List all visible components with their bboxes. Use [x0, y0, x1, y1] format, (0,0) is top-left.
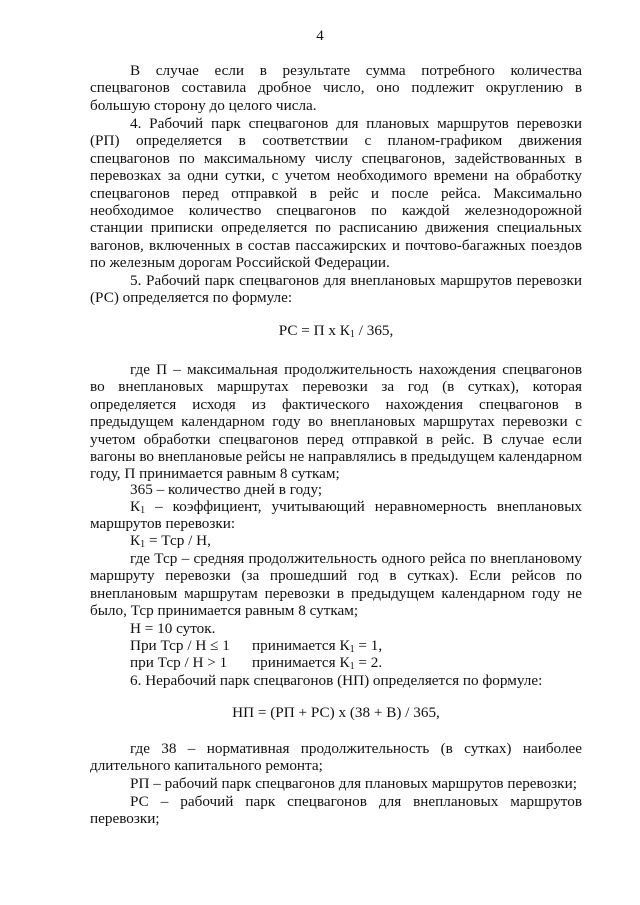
- formula-np: НП = (РП + РС) х (38 + В) / 365,: [232, 704, 440, 721]
- formula-rs-main: РС = П х К: [278, 322, 350, 339]
- formula-rs-subscript: 1: [349, 329, 355, 340]
- k1-symbol: К: [130, 498, 141, 515]
- condition-1-value: = 1,: [354, 637, 383, 654]
- formula-k1-symbol: К: [130, 532, 141, 549]
- page-number: 4: [316, 28, 324, 44]
- paragraph-38-definition: где 38 – нормативная продолжительность (в сутках) наиболее длительного капитального ремонта;: [90, 740, 582, 775]
- paragraph-k1-definition: [90, 498, 582, 533]
- paragraph-rs-definition: РС – рабочий парк спецвагонов для внеплановых маршрутов перевозки;: [90, 793, 582, 828]
- condition-2-result: принимается К: [252, 654, 350, 671]
- condition-row-1: [130, 637, 582, 654]
- condition-1-result: принимается К: [252, 637, 350, 654]
- formula-rs-tail: / 365,: [354, 322, 394, 339]
- paragraph-p-definition: где П – максимальная продолжительность нахождения спецвагонов во внеплановых маршрутах перевозки за год (в сутках), которая определяется исходя из фактического нахождения спецвагонов в предыдущем календарном году во внеплановых маршрутах перевозки с учетом обработки спецвагонов перед отправкой в рейс. В случае если вагоны во внеплановые рейсы не направлялись в предыдущем календарном году, П принимается равным 8 суткам;: [90, 361, 582, 483]
- paragraph-working-park-planned: 4. Рабочий парк спецвагонов для плановых маршрутов перевозки (РП) определяется в соответствии с планом-графиком движения спецвагонов по максимальному числу спецвагонов, задействованных в перевозках за одни сутки, с учетом необходимого времени на обработку спецвагонов перед отправкой в рейс и после рейса. Максимально необходимое количество спецвагонов по каждой железнодорожной станции приписки определяется по расписанию движения специальных вагонов, включенных в состав пассажирских и почтово-багажных поездов по железным дорогам Российской Федерации.: [90, 115, 582, 272]
- formula-k1-subscript: 1: [140, 539, 146, 550]
- paragraph-rp-definition: РП – рабочий парк спецвагонов для плановых маршрутов перевозки;: [130, 775, 577, 792]
- formula-k1-tail: = Тср / Н,: [145, 532, 211, 549]
- paragraph-h-value: Н = 10 суток.: [130, 620, 216, 637]
- condition-2-text: при Тср / Н > 1: [130, 654, 228, 671]
- paragraph-working-park-unplanned: 5. Рабочий парк спецвагонов для внеплановых маршрутов перевозки (РС) определяется по формуле:: [90, 272, 582, 307]
- condition-2-subscript: 1: [349, 661, 355, 672]
- k1-text: – коэффициент, учитывающий неравномерность внеплановых маршрутов перевозки:: [90, 498, 582, 533]
- paragraph-tsr-definition: где Тср – средняя продолжительность одного рейса по внеплановому маршруту перевозки (за прошедший год в сутках). Если рейсов по внеплановым маршрутам перевозки в предыдущем календарном году не было, Тср принимается равным 8 суткам;: [90, 550, 582, 620]
- condition-row-2: [130, 654, 582, 671]
- condition-2-value: = 2.: [354, 654, 383, 671]
- k1-subscript: 1: [140, 505, 146, 516]
- condition-1-subscript: 1: [349, 644, 355, 655]
- paragraph-rounding-rule: В случае если в результате сумма потребного количества спецвагонов составила дробное число, оно подлежит округлению в большую сторону до целого числа.: [90, 62, 582, 114]
- paragraph-nonworking-park: 6. Нерабочий парк спецвагонов (НП) определяется по формуле:: [130, 672, 543, 689]
- formula-k1: [90, 532, 582, 549]
- paragraph-days-in-year: 365 – количество дней в году;: [130, 481, 323, 498]
- formula-rs: [90, 322, 582, 340]
- condition-1-text: При Тср / Н ≤ 1: [130, 637, 230, 654]
